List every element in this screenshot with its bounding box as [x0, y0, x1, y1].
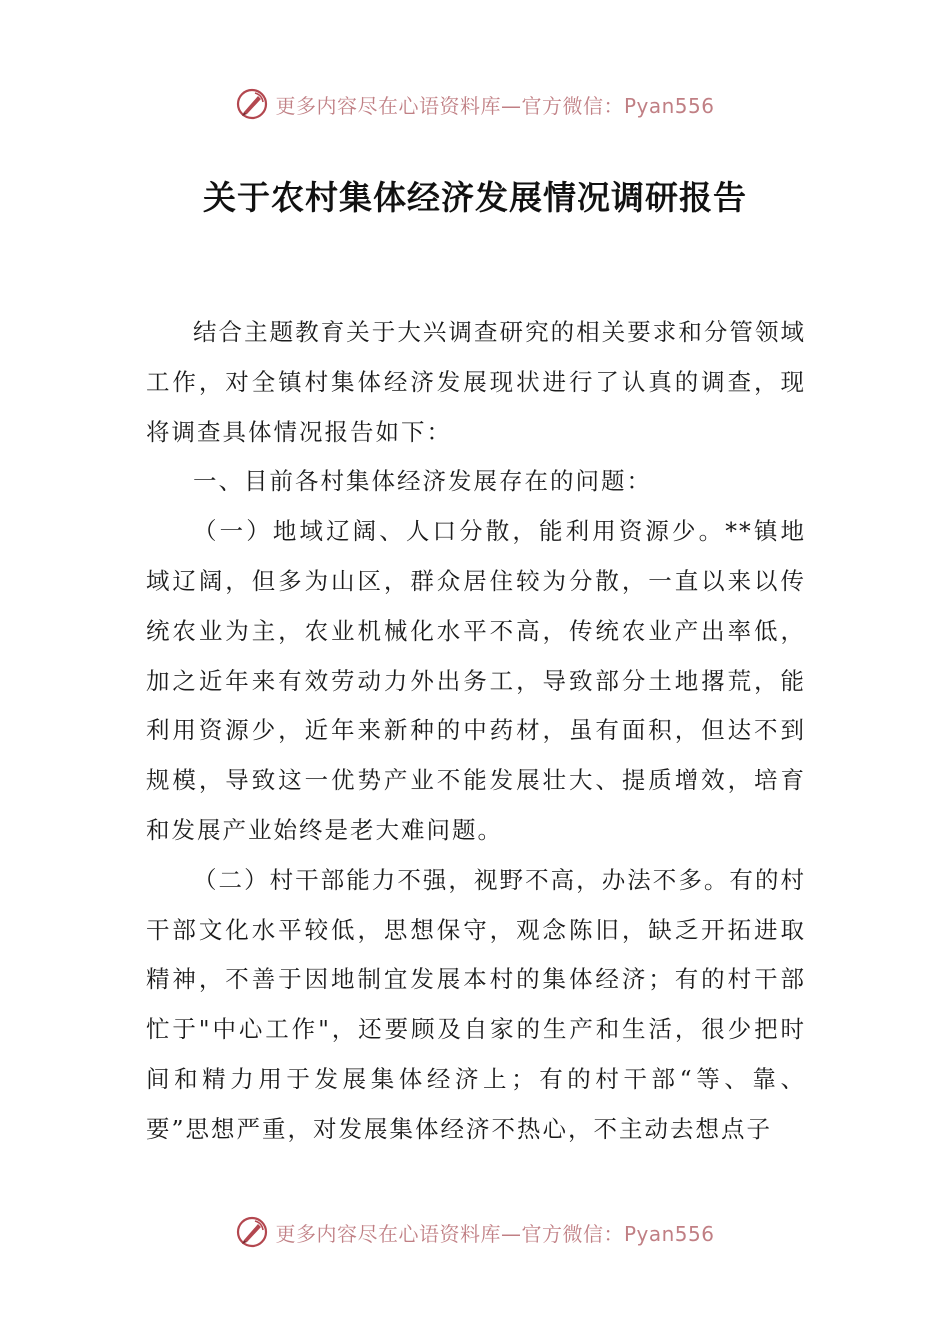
watermark-text: 更多内容尽在心语资料库—官方微信：Pyan556: [275, 93, 715, 118]
header-watermark-banner: [0, 84, 950, 124]
pen-logo-icon: [235, 87, 269, 121]
paragraph-problem-2: （二）村干部能力不强，视野不高，办法不多。有的村干部文化水平较低，思想保守，观念陈旧，缺乏开拓进取精神，不善于因地制宜发展本村的集体经济；有的村干部忙于"中心工作"，还要顾及自家的生产和生活，很少把时间和精力用于发展集体经济上；有的村干部“等、靠、要”思想严重，对发展集体经济不热心，不主动去想点子: [146, 865, 806, 1143]
watermark-text: 更多内容尽在心语资料库—官方微信：Pyan556: [275, 1221, 715, 1246]
pen-logo-icon: [235, 1215, 269, 1249]
paragraph-problem-1: （一）地域辽阔、人口分散，能利用资源少。**镇地域辽阔，但多为山区，群众居住较为分散，一直以来以传统农业为主，农业机械化水平不高，传统农业产出率低，加之近年来有效劳动力外出务工，导致部分土地撂荒，能利用资源少，近年来新种的中药材，虽有面积，但达不到规模，导致这一优势产业不能发展壮大、提质增效，培育和发展产业始终是老大难问题。: [146, 517, 806, 844]
section-heading-problems: 一、目前各村集体经济发展存在的问题：: [193, 467, 652, 496]
document-body: [146, 308, 806, 1155]
paragraph-intro: 结合主题教育关于大兴调查研究的相关要求和分管领域工作，对全镇村集体经济发展现状进行了认真的调查，现将调查具体情况报告如下：: [146, 318, 806, 446]
document-title: 关于农村集体经济发展情况调研报告: [203, 178, 747, 217]
footer-watermark-banner: [0, 1212, 950, 1252]
